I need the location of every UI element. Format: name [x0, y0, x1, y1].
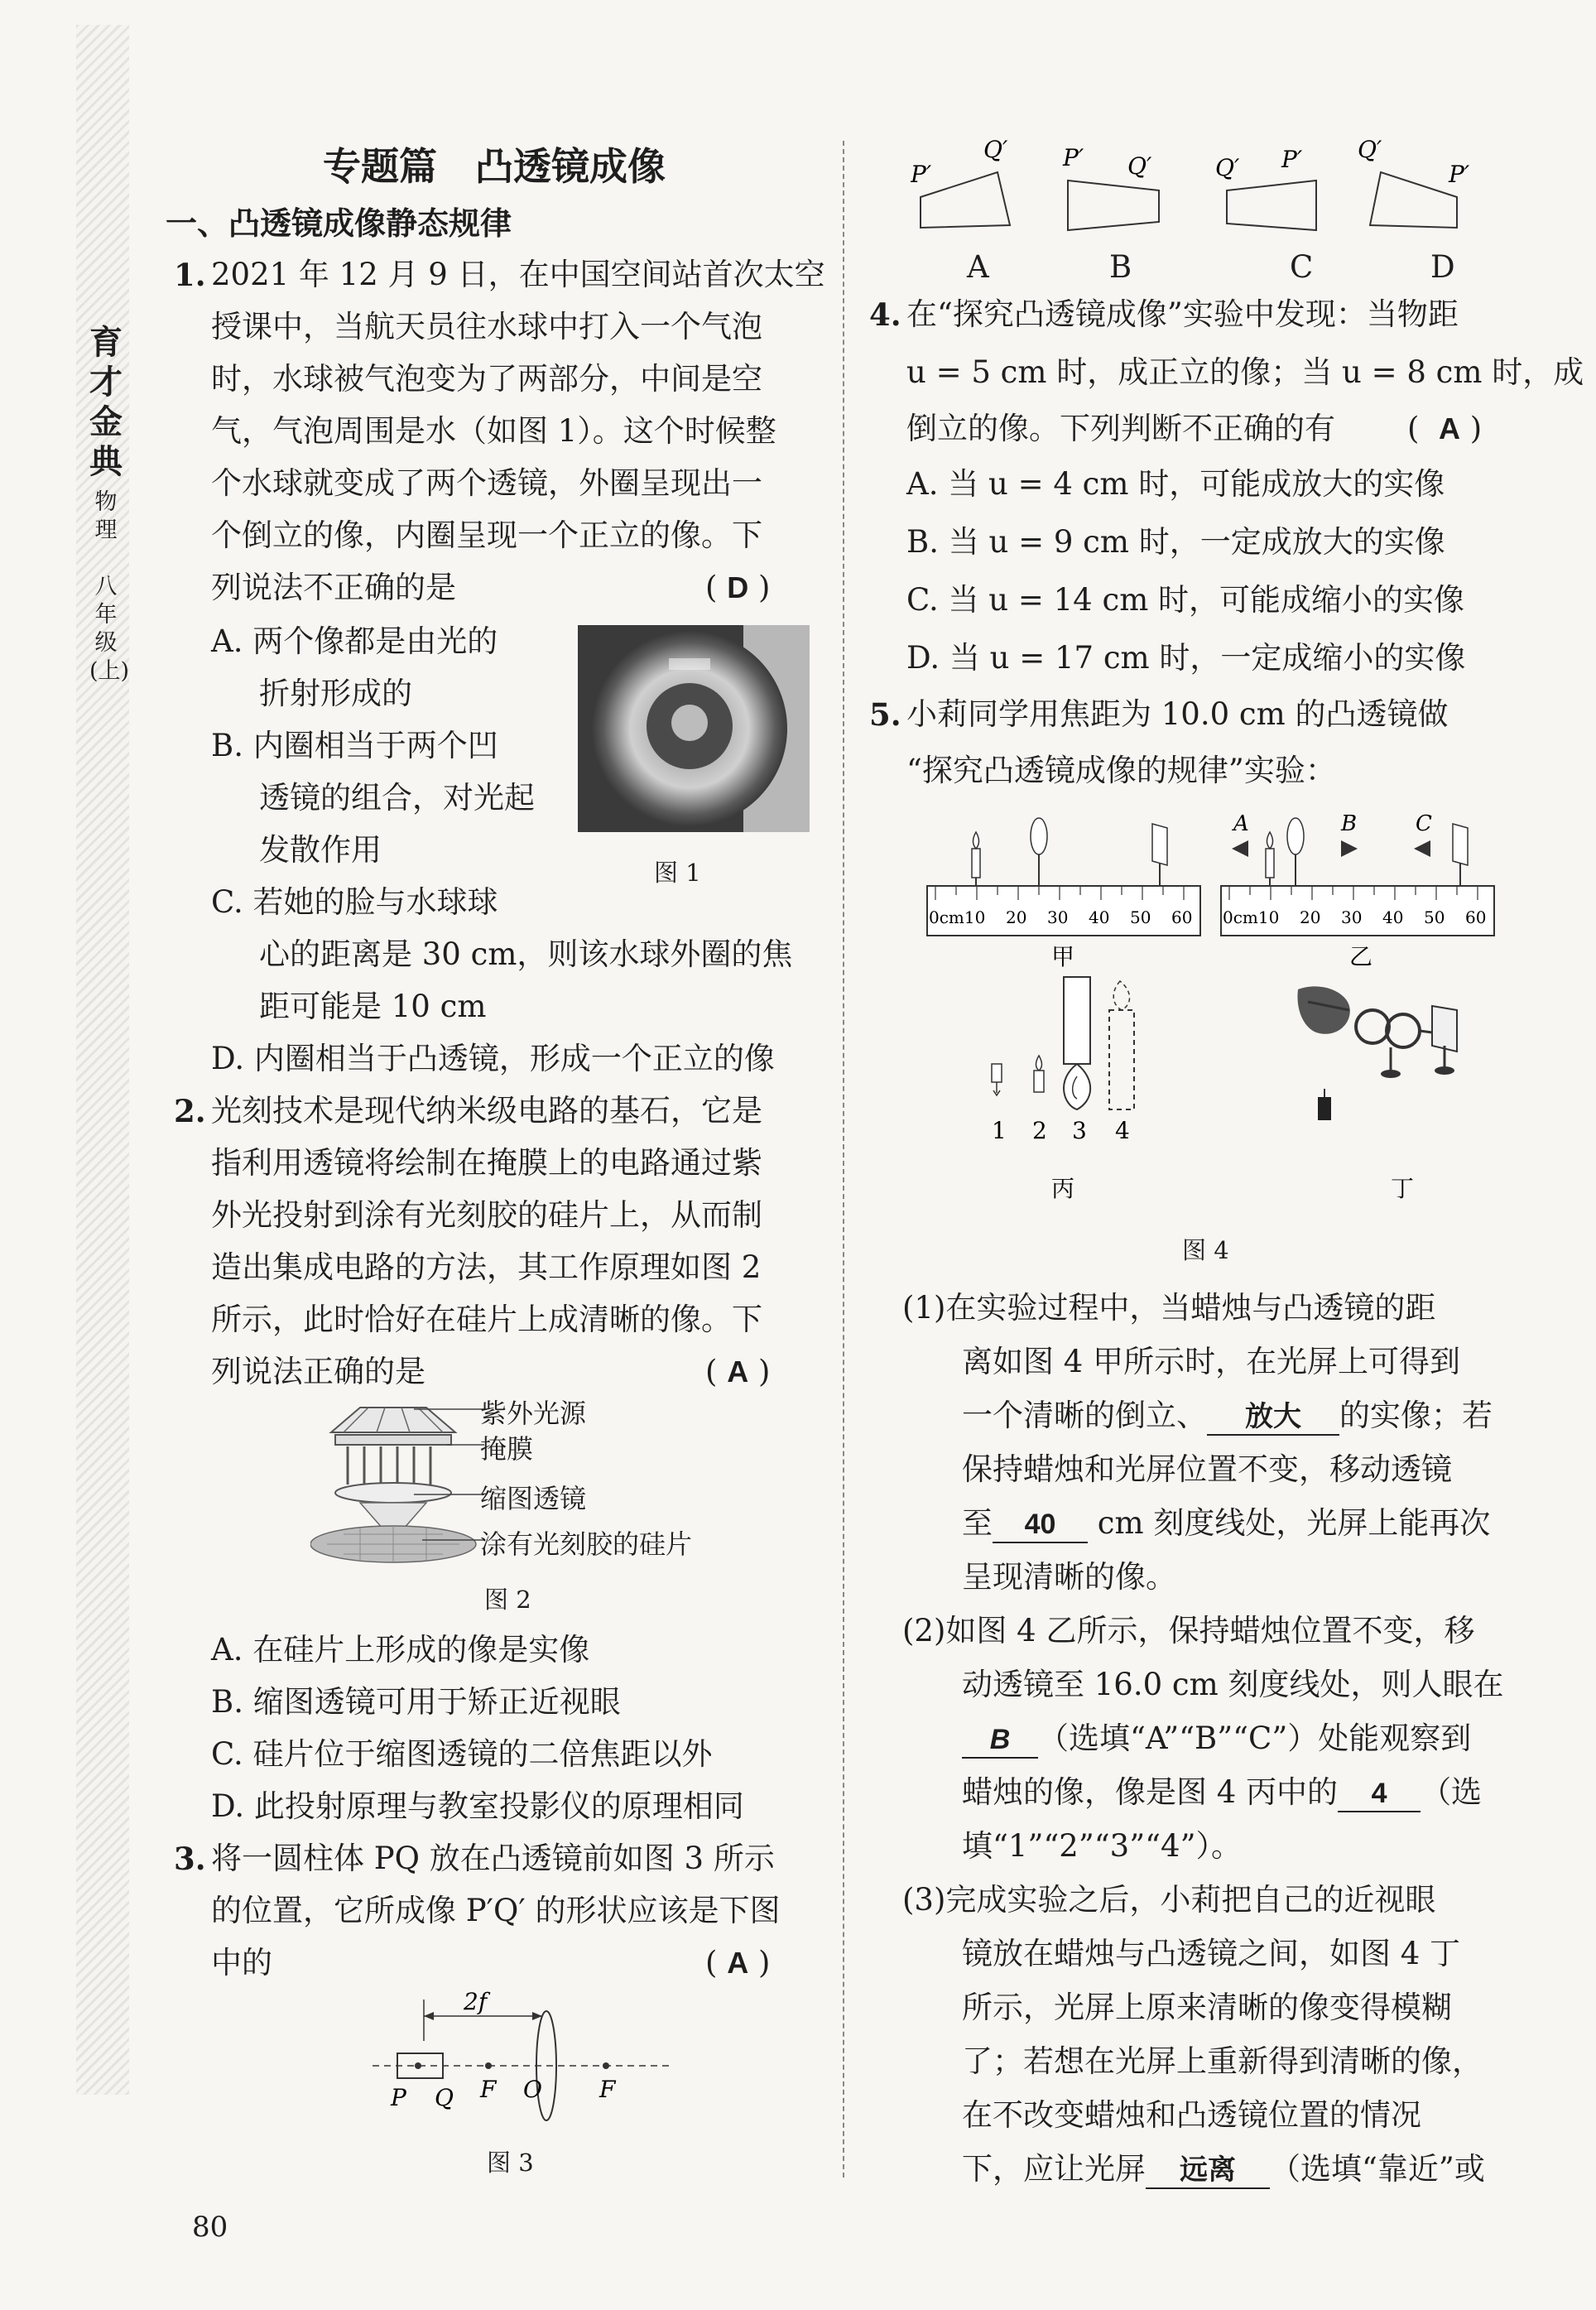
q2-option-d: D. 此投射原理与教室投影仪的原理相同 [211, 1788, 744, 1824]
sub3-line-2: 镜放在蜡烛与凸透镜之间，如图 4 丁 [962, 1936, 1461, 1971]
label-1: 1 [992, 1117, 1007, 1144]
label-yi: 乙 [1349, 943, 1373, 970]
q4-option-b: B. 当 u = 9 cm 时，一定成放大的实像 [906, 524, 1445, 560]
yi-tick-30: 30 [1341, 907, 1363, 927]
choice-b-p: P′ [1063, 144, 1084, 171]
page-title: 专题篇 凸透镜成像 [323, 144, 666, 189]
eye-label-c: C [1416, 811, 1432, 836]
choice-c-q: Q′ [1215, 154, 1240, 181]
eye-label-a: A [1233, 811, 1249, 836]
q1-line-7: 列说法不正确的是 [211, 570, 456, 605]
blank-2-1[interactable]: B [962, 1722, 1038, 1759]
choice-a-p: P′ [911, 161, 932, 188]
q1-line-5: 个水球就变成了两个透镜，外圈呈现出一 [211, 465, 762, 501]
q4-option-d: D. 当 u = 17 cm 时，一定成缩小的实像 [906, 640, 1466, 676]
sub2-line-3 [962, 1718, 1471, 1759]
q1-option-a-2: 折射形成的 [259, 676, 412, 711]
choice-b [1062, 144, 1159, 230]
sub2-line-4b: （选 [1421, 1774, 1483, 1810]
yi-tick-40: 40 [1382, 907, 1404, 927]
sub1-line-3a: 一个清晰的倒立、 [962, 1398, 1207, 1433]
choice-c [1215, 146, 1316, 230]
q4-line-1: 在“探究凸透镜成像”实验中发现：当物距 [906, 296, 1459, 332]
choice-d [1358, 136, 1470, 228]
choice-d-q: Q′ [1358, 136, 1382, 163]
q1-option-a-1: A. 两个像都是由光的 [211, 623, 498, 659]
jia-tick-20: 20 [1006, 907, 1027, 927]
blank-1-1[interactable]: 放大 [1207, 1399, 1339, 1436]
sub3-line-6b: （选填“靠近”或 [1270, 2151, 1485, 2187]
eye-a-icon [1232, 840, 1248, 857]
q1-option-b-3: 发散作用 [259, 832, 382, 868]
label-q: Q [435, 2084, 454, 2111]
fig3-caption: 图 3 [487, 2149, 534, 2177]
label-3: 3 [1072, 1117, 1087, 1144]
sub1-line-1: (1)在实验过程中，当蜡烛与凸透镜的距 [902, 1290, 1436, 1326]
label-4: 4 [1115, 1117, 1130, 1144]
label-bing: 丙 [1051, 1175, 1075, 1202]
q2-line-4: 造出集成电路的方法，其工作原理如图 2 [211, 1249, 762, 1285]
q5-line-2: “探究凸透镜成像的规律”实验： [906, 753, 1336, 788]
sub1-line-5a: 至 [962, 1505, 993, 1541]
section-heading: 一、凸透镜成像静态规律 [166, 205, 512, 242]
choice-a [911, 136, 1010, 228]
subject-grade [89, 488, 130, 686]
q4-line-2: u = 5 cm 时，成正立的像；当 u = 8 cm 时，成 [906, 354, 1584, 390]
candle-4 [1109, 981, 1134, 1109]
bench-yi [1221, 811, 1494, 936]
q2-option-c: C. 硅片位于缩图透镜的二倍焦距以外 [211, 1736, 713, 1772]
label-reduction-lens: 缩图透镜 [480, 1483, 587, 1514]
fig1-caption: 图 1 [654, 859, 701, 887]
q3-choices [911, 124, 1548, 248]
q1-number: 1. [174, 257, 206, 293]
subject-label: 物理 [94, 489, 118, 543]
q3-answer-value: A [727, 1946, 749, 1980]
q1-option-c-1: C. 若她的脸与水球球 [211, 884, 498, 920]
lithography-leader-lines [414, 1403, 488, 1548]
jia-tick-30: 30 [1047, 907, 1069, 927]
sub2-line-2: 动透镜至 16.0 cm 刻度线处，则人眼在 [962, 1667, 1504, 1702]
q4-answer: ( A ) [1407, 411, 1483, 446]
sub1-line-2: 离如图 4 甲所示时，在光屏上可得到 [962, 1344, 1461, 1379]
eye-b-icon [1341, 840, 1358, 857]
blank-2-2[interactable]: 4 [1338, 1776, 1421, 1812]
q2-line-5: 所示，此时恰好在硅片上成清晰的像。下 [211, 1302, 762, 1337]
water-ball-photo [578, 625, 810, 832]
page-number: 80 [192, 2211, 228, 2244]
choice-d-label: D [1430, 249, 1455, 285]
jia-tick-40: 40 [1089, 907, 1110, 927]
choice-c-label: C [1290, 249, 1314, 285]
sub1-line-4: 保持蜡烛和光屏位置不变，移动透镜 [962, 1451, 1452, 1487]
label-2: 2 [1032, 1117, 1047, 1144]
q2-line-3: 外光投射到涂有光刻胶的硅片上，从而制 [211, 1197, 762, 1233]
q2-line-2: 指利用透镜将绘制在掩膜上的电路通过紫 [211, 1145, 762, 1181]
candle-2 [1034, 1056, 1044, 1092]
grade-label: 八年级(上) [89, 574, 130, 684]
q2-line-1: 光刻技术是现代纳米级电路的基石，它是 [211, 1093, 762, 1129]
q1-option-c-2: 心的距离是 30 cm，则该水球外圈的焦 [259, 936, 793, 972]
myopia-glasses-setup [1297, 986, 1457, 1120]
sub3-line-4: 了；若想在光屏上重新得到清晰的像， [962, 2043, 1483, 2079]
choice-b-q: Q′ [1127, 152, 1152, 180]
q4-number: 4. [869, 296, 901, 333]
fig2-caption: 图 2 [484, 1586, 531, 1614]
eye-c-icon [1414, 840, 1430, 857]
q5-line-1: 小莉同学用焦距为 10.0 cm 的凸透镜做 [906, 696, 1449, 732]
sub2-line-4a: 蜡烛的像，像是图 4 丙中的 [962, 1774, 1339, 1810]
q1-option-b-1: B. 内圈相当于两个凹 [211, 728, 498, 763]
q3-number: 3. [174, 1841, 206, 1877]
q2-option-b: B. 缩图透镜可用于矫正近视眼 [211, 1684, 621, 1720]
q2-option-a: A. 在硅片上形成的像是实像 [211, 1632, 590, 1668]
sub3-line-6a: 下，应让光屏 [962, 2151, 1146, 2187]
q1-line-1: 2021 年 12 月 9 日，在中国空间站首次太空 [211, 257, 825, 292]
q3-answer: ( A ) [705, 1945, 771, 1980]
sub1-line-3 [962, 1395, 1493, 1437]
blank-3-1[interactable]: 远离 [1146, 2153, 1270, 2189]
blank-1-2[interactable]: 40 [993, 1507, 1088, 1543]
label-f1: F [480, 2076, 497, 2103]
sub3-line-5: 在不改变蜡烛和凸透镜位置的情况 [962, 2097, 1421, 2133]
sub1-line-3b: 的实像；若 [1339, 1398, 1493, 1433]
jia-tick-60: 60 [1171, 907, 1193, 927]
label-uv-source: 紫外光源 [480, 1398, 587, 1429]
q1-answer: ( D ) [705, 570, 771, 605]
yi-tick-0: 0cm10 [1223, 907, 1280, 927]
q1-line-4: 气，气泡周围是水（如图 1）。这个时候整 [211, 413, 776, 449]
jia-tick-0: 0cm10 [929, 907, 986, 927]
series-title: 育才金典 [89, 323, 123, 481]
q1-line-2: 授课中，当航天员往水球中打入一个气泡 [211, 309, 762, 344]
sub2-line-4 [962, 1772, 1482, 1813]
q4-option-c: C. 当 u = 14 cm 时，可能成缩小的实像 [906, 582, 1465, 618]
choice-a-q: Q′ [983, 136, 1008, 163]
q1-option-d: D. 内圈相当于凸透镜，形成一个正立的像 [211, 1041, 775, 1076]
q1-option-b-2: 透镜的组合，对光起 [259, 780, 535, 816]
choice-a-label: A [967, 249, 989, 285]
choice-d-p: P′ [1449, 161, 1470, 188]
column-divider [843, 141, 844, 2178]
yi-tick-60: 60 [1465, 907, 1487, 927]
choice-b-label: B [1109, 249, 1132, 285]
sub3-line-1: (3)完成实验之后，小莉把自己的近视眼 [902, 1882, 1436, 1918]
bench-jia [927, 818, 1200, 936]
sub2-line-5: 填“1”“2”“3”“4”）。 [962, 1828, 1242, 1864]
q3-line-1: 将一圆柱体 PQ 放在凸透镜前如图 3 所示 [211, 1841, 775, 1876]
q5-number: 5. [869, 696, 901, 733]
sub2-line-3a: （选填“A”“B”“C”）处能观察到 [1038, 1720, 1472, 1756]
label-jia: 甲 [1051, 943, 1075, 970]
q1-option-c-3: 距可能是 10 cm [259, 989, 487, 1024]
yi-tick-50: 50 [1424, 907, 1445, 927]
label-mask: 掩膜 [480, 1433, 534, 1465]
sub1-line-5b: cm 刻度线处，光屏上能再次 [1097, 1505, 1491, 1541]
candle-1 [992, 1064, 1002, 1095]
q1-line-3: 时，水球被气泡变为了两部分，中间是空 [211, 361, 762, 397]
q3-line-3: 中的 [211, 1945, 272, 1980]
q2-answer: ( A ) [705, 1354, 771, 1389]
sub1-line-5 [962, 1503, 1490, 1544]
eye-label-b: B [1341, 811, 1358, 836]
q3-line-2: 的位置，它所成像 P′Q′ 的形状应该是下图 [211, 1893, 781, 1928]
fig3-diagram [364, 1991, 679, 2136]
q1-line-6: 个倒立的像，内圈呈现一个正立的像。下 [211, 517, 762, 553]
jia-tick-50: 50 [1130, 907, 1151, 927]
sub3-line-3: 所示，光屏上原来清晰的像变得模糊 [962, 1990, 1452, 2025]
label-wafer: 涂有光刻胶的硅片 [480, 1528, 693, 1560]
sub2-line-1: (2)如图 4 乙所示，保持蜡烛位置不变，移 [902, 1613, 1475, 1648]
q4-answer-value: A [1438, 411, 1460, 445]
choice-c-p: P′ [1281, 146, 1303, 173]
sub1-line-6: 呈现清晰的像。 [962, 1559, 1176, 1595]
label-o: O [523, 2076, 542, 2103]
sub3-line-6 [962, 2149, 1485, 2190]
fig4-caption: 图 4 [1182, 1236, 1229, 1264]
q1-answer-value: D [727, 570, 749, 604]
label-p: P [391, 2084, 406, 2111]
q2-number: 2. [174, 1093, 206, 1129]
candle-3 [1064, 977, 1090, 1109]
yi-tick-20: 20 [1300, 907, 1321, 927]
q2-answer-value: A [727, 1355, 749, 1388]
q4-line-3: 倒立的像。下列判断不正确的有 [906, 411, 1335, 446]
label-2f: 2f [464, 1991, 488, 2015]
label-ding: 丁 [1391, 1175, 1415, 1202]
q2-line-6: 列说法正确的是 [211, 1354, 425, 1389]
fig4-bing-ding [919, 973, 1531, 1230]
label-f2: F [599, 2076, 616, 2103]
q4-option-a: A. 当 u = 4 cm 时，可能成放大的实像 [906, 466, 1445, 502]
